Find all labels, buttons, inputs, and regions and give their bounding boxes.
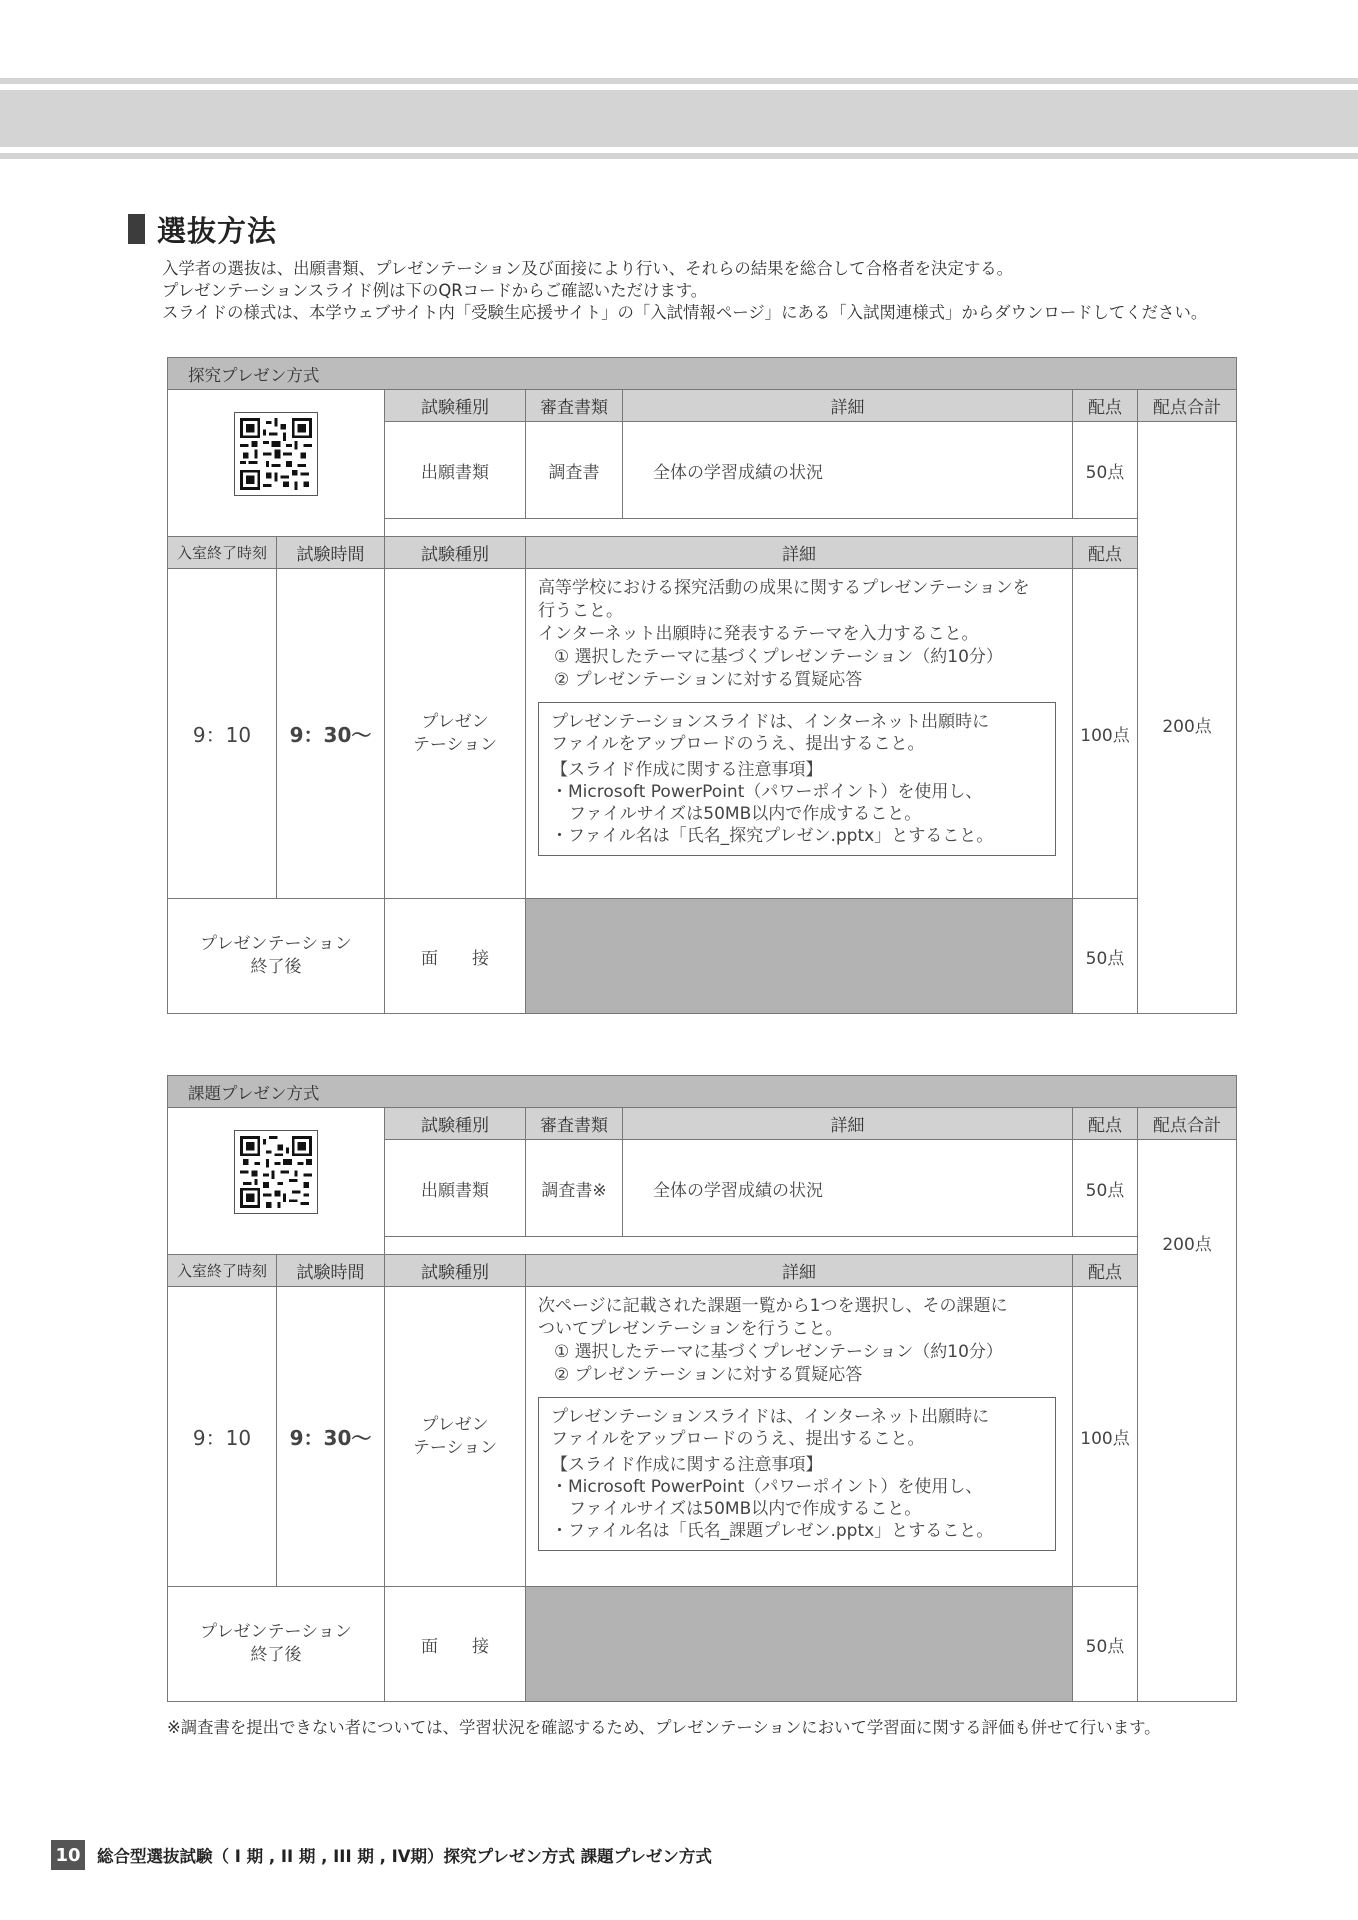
spacer	[385, 519, 1138, 537]
doc-score: 50点	[1073, 422, 1138, 519]
exam-time	[277, 1287, 385, 1587]
col-header-entry: 入室終了時刻	[168, 537, 277, 569]
intro-line: プレゼンテーションスライド例は下のQRコードからご確認いただけます。	[162, 281, 708, 300]
note-line: 【スライド作成に関する注意事項】	[551, 1455, 823, 1475]
exam-time-value: 9：30〜	[289, 723, 372, 747]
doc-score: 50点	[1073, 1140, 1138, 1237]
interview-detail-blank	[526, 899, 1073, 1014]
spacer	[385, 1237, 1138, 1255]
detail-line: 次ページに記載された課題一覧から1つを選択し、その課題に	[538, 1296, 1008, 1316]
col-header-total: 配点合計	[1138, 1108, 1237, 1140]
intro-text	[162, 258, 1242, 324]
col-header-detail: 詳細	[623, 390, 1073, 422]
section-title: 選抜方法	[157, 213, 278, 248]
note-line: プレゼンテーションスライドは、インターネット出願時に	[551, 712, 990, 732]
note-line: プレゼンテーションスライドは、インターネット出願時に	[551, 1407, 990, 1427]
interview-entry-line: 終了後	[250, 1645, 302, 1665]
table-caption: 探究プレゼン方式	[168, 358, 1237, 390]
pres-score: 100点	[1073, 1287, 1138, 1587]
col-header-time: 試験時間	[277, 537, 385, 569]
exam-type	[385, 569, 526, 899]
slide-notes-box	[538, 1397, 1056, 1551]
col-header-type: 試験種別	[385, 390, 526, 422]
selection-table-inquiry	[167, 357, 1237, 1014]
interview-entry	[168, 899, 385, 1014]
spacer	[168, 1237, 385, 1255]
note-line: ・ファイル名は「氏名_探究プレゼン.pptx」とすること。	[551, 826, 994, 846]
entry-time: 9：10	[168, 569, 277, 899]
exam-type-line: テーション	[412, 1437, 498, 1458]
col-header-total: 配点合計	[1138, 390, 1237, 422]
col-header-score: 配点	[1073, 1108, 1138, 1140]
exam-detail	[526, 1287, 1073, 1587]
detail-line: 行うこと。	[538, 601, 623, 621]
interview-entry-line: 終了後	[250, 957, 302, 977]
header-band	[0, 90, 1358, 147]
table-caption: 課題プレゼン方式	[168, 1076, 1237, 1108]
interview-score: 50点	[1073, 1587, 1138, 1702]
col-header-detail: 詳細	[623, 1108, 1073, 1140]
detail-point: ① 選択したテーマに基づくプレゼンテーション（約10分）	[554, 1342, 1003, 1362]
doc-detail: 全体の学習成績の状況	[623, 422, 1073, 519]
exam-type-line: テーション	[412, 734, 498, 755]
col-header-doc: 審査書類	[526, 390, 623, 422]
exam-type-line: プレゼン	[421, 1414, 489, 1435]
entry-time: 9：10	[168, 1287, 277, 1587]
qr-code-icon[interactable]	[234, 1130, 318, 1214]
interview-detail-blank	[526, 1587, 1073, 1702]
exam-detail	[526, 569, 1073, 899]
pres-score: 100点	[1073, 569, 1138, 899]
col-header-type: 試験種別	[385, 1255, 526, 1287]
note-line: ファイルサイズは50MB以内で作成すること。	[569, 804, 922, 824]
col-header-doc: 審査書類	[526, 1108, 623, 1140]
detail-point: ① 選択したテーマに基づくプレゼンテーション（約10分）	[554, 647, 1003, 667]
detail-line: 高等学校における探究活動の成果に関するプレゼンテーションを	[538, 578, 1030, 598]
col-header-score: 配点	[1073, 390, 1138, 422]
spacer	[168, 519, 385, 537]
header-rule-bottom	[0, 153, 1358, 159]
exam-type-line: プレゼン	[421, 711, 489, 732]
exam-time-value: 9：30〜	[289, 1426, 372, 1450]
col-header-time: 試験時間	[277, 1255, 385, 1287]
detail-line: ついてプレゼンテーションを行うこと。	[538, 1319, 843, 1339]
col-header-entry: 入室終了時刻	[168, 1255, 277, 1287]
selection-table-assignment	[167, 1075, 1237, 1702]
total-score: 200点	[1138, 422, 1237, 1014]
doc-type: 出願書類	[385, 1140, 526, 1237]
page-footer	[51, 1840, 712, 1870]
interview-entry	[168, 1587, 385, 1702]
slide-notes-box	[538, 702, 1056, 856]
detail-point: ② プレゼンテーションに対する質疑応答	[554, 1365, 863, 1385]
header-rule-top	[0, 78, 1358, 84]
note-line: ・Microsoft PowerPoint（パワーポイント）を使用し、	[551, 782, 983, 802]
qr-code-icon[interactable]	[234, 412, 318, 496]
note-line: ファイルをアップロードのうえ、提出すること。	[551, 734, 925, 754]
note-line: ・Microsoft PowerPoint（パワーポイント）を使用し、	[551, 1477, 983, 1497]
qr-cell	[168, 1108, 385, 1237]
note-line: 【スライド作成に関する注意事項】	[551, 760, 823, 780]
col-header-detail: 詳細	[526, 1255, 1073, 1287]
col-header-score: 配点	[1073, 1255, 1138, 1287]
col-header-detail: 詳細	[526, 537, 1073, 569]
intro-line: スライドの様式は、本学ウェブサイト内「受験生応援サイト」の「入試情報ページ」にある「入試関連様式」からダウンロードしてください。	[162, 303, 1208, 322]
doc-type: 出願書類	[385, 422, 526, 519]
col-header-type: 試験種別	[385, 537, 526, 569]
intro-line: 入学者の選抜は、出願書類、プレゼンテーション及び面接により行い、それらの結果を総合して合格者を決定する。	[162, 259, 1013, 278]
detail-point: ② プレゼンテーションに対する質疑応答	[554, 670, 863, 690]
exam-type	[385, 1287, 526, 1587]
interview-entry-line: プレゼンテーション	[200, 934, 352, 954]
heading-marker	[128, 214, 145, 244]
doc-name: 調査書※	[526, 1140, 623, 1237]
interview-entry-line: プレゼンテーション	[200, 1622, 352, 1642]
section-heading	[128, 212, 277, 246]
note-line: ファイルサイズは50MB以内で作成すること。	[569, 1499, 922, 1519]
col-header-type: 試験種別	[385, 1108, 526, 1140]
col-header-score: 配点	[1073, 537, 1138, 569]
detail-line: インターネット出願時に発表するテーマを入力すること。	[538, 624, 979, 644]
footer-title: 総合型選抜試験（ I 期 , II 期 , III 期 , IV期）探究プレゼン方式 課題プレゼン方式	[97, 1847, 712, 1866]
doc-detail: 全体の学習成績の状況	[623, 1140, 1073, 1237]
interview-type: 面 接	[385, 1587, 526, 1702]
page-number: 10	[51, 1840, 85, 1870]
note-line: ・ファイル名は「氏名_課題プレゼン.pptx」とすること。	[551, 1521, 994, 1541]
note-line: ファイルをアップロードのうえ、提出すること。	[551, 1429, 925, 1449]
interview-type: 面 接	[385, 899, 526, 1014]
exam-time	[277, 569, 385, 899]
total-score: 200点	[1138, 1140, 1237, 1702]
footnote: ※調査書を提出できない者については、学習状況を確認するため、プレゼンテーションにおいて学習面に関する評価も併せて行います。	[167, 1718, 1161, 1737]
interview-score: 50点	[1073, 899, 1138, 1014]
qr-cell	[168, 390, 385, 519]
doc-name: 調査書	[526, 422, 623, 519]
